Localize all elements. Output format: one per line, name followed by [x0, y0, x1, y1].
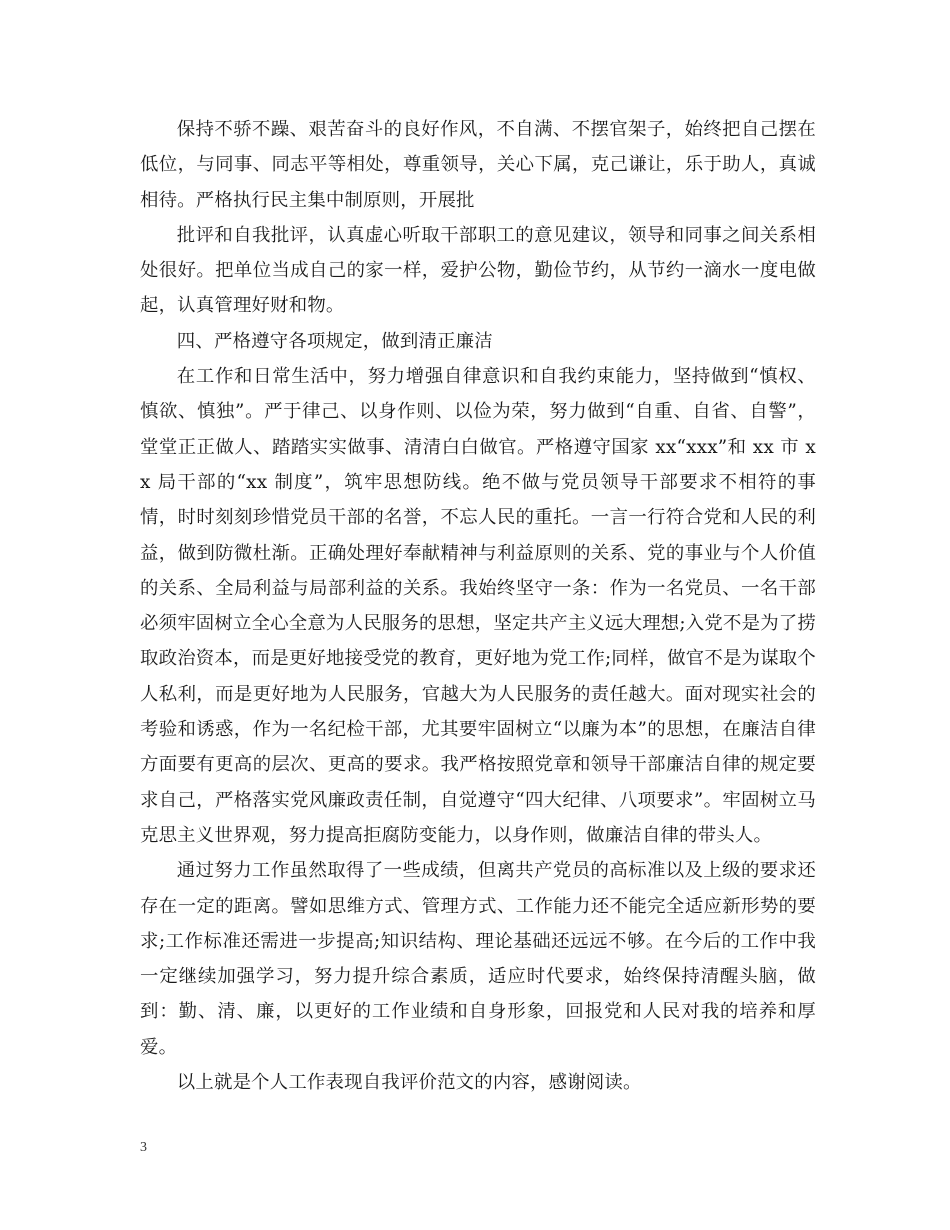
document-body	[140, 112, 816, 1100]
paragraph-criticism: 批评和自我批评，认真虚心听取干部职工的意见建议，领导和同事之间关系相处很好。把单位当成自己的家一样，爱护公物，勤俭节约，从节约一滴水一度电做起，认真管理好财和物。	[140, 224, 816, 317]
paragraph-work-style: 保持不骄不躁、艰苦奋斗的良好作风，不自满、不摆官架子，始终把自己摆在低位，与同事、同志平等相处，尊重领导，关心下属，克己谦让，乐于助人，真诚相待。严格执行民主集中制原则，开展批	[140, 119, 816, 211]
paragraph-shortcomings: 通过努力工作虽然取得了一些成绩，但离共产党员的高标准以及上级的要求还存在一定的距离。譬如思维方式、管理方式、工作能力还不能完全适应新形势的要求;工作标准还需进一步提高;知识结构、理论基础还远远不够。在今后的工作中我一定继续加强学习，努力提升综合素质，适应时代要求，始终保持清醒头脑，做到：勤、清、廉，以更好的工作业绩和自身形象，回报党和人民对我的培养和厚爱。	[140, 860, 816, 1058]
paragraph-self-discipline: 在工作和日常生活中，努力增强自律意识和自我约束能力，坚持做到“慎权、慎欲、慎独”。严于律己、以身作则、以俭为荣，努力做到“自重、自省、自警”，堂堂正正做人、踏踏实实做事、清清白白做官。严格遵守国家 xx“xxx”和 xx 市 xx 局干部的“xx 制度”，筑牢思想防线。绝不做与党员领导干部要求不相符的事情，时时刻刻珍惜党员干部的名誉，不忘人民的重托。一言一行符合党和人民的利益，做到防微杜渐。正确处理好奉献精神与利益原则的关系、党的事业与个人价值的关系、全局利益与局部利益的关系。我始终坚守一条：作为一名党员、一名干部必须牢固树立全心全意为人民服务的思想，坚定共产主义远大理想;入党不是为了捞取政治资本，而是更好地接受党的教育，更好地为党工作;同样，做官不是为谋取个人私利，而是更好地为人民服务，官越大为人民服务的责任越大。面对现实社会的考验和诱惑，作为一名纪检干部，尤其要牢固树立“以廉为本”的思想，在廉洁自律方面要有更高的层次、更高的要求。我严格按照党章和领导干部廉洁自律的规定要求自己，严格落实党风廉政责任制，自觉遵守“四大纪律、八项要求”。牢固树立马克思主义世界观，努力提高拒腐防变能力，以身作则，做廉洁自律的带头人。	[140, 366, 816, 846]
page-number: 3	[140, 1140, 147, 1155]
section-heading-integrity: 四、严格遵守各项规定，做到清正廉洁	[176, 330, 493, 352]
paragraph-closing: 以上就是个人工作表现自我评价范文的内容，感谢阅读。	[176, 1072, 642, 1094]
